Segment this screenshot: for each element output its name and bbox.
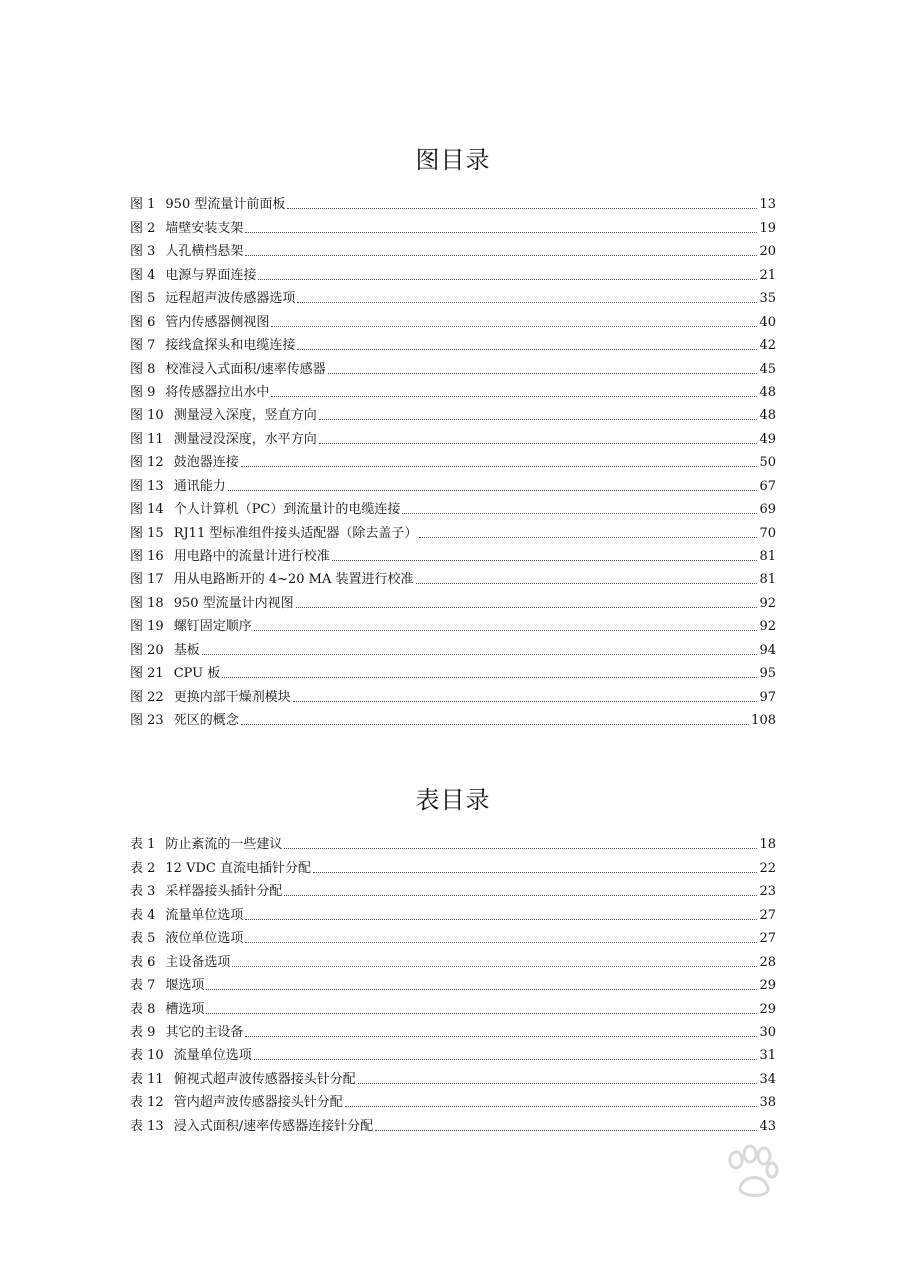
leader-dots xyxy=(297,302,757,303)
entry-page: 69 xyxy=(759,502,776,518)
leader-dots xyxy=(297,349,757,350)
entry-page: 45 xyxy=(759,361,776,377)
entry-title: 鼓泡器连接 xyxy=(173,455,239,471)
leader-dots xyxy=(419,537,757,538)
table-list xyxy=(130,830,776,1135)
entry-number: 表 2 xyxy=(130,860,156,876)
entry-title: 液位单位选项 xyxy=(165,931,244,947)
leader-dots xyxy=(245,1036,757,1037)
figure-entry xyxy=(130,471,776,494)
entry-number: 图 10 xyxy=(130,408,164,424)
entry-page: 95 xyxy=(759,666,776,682)
entry-page: 43 xyxy=(759,1118,776,1134)
figure-list xyxy=(130,190,776,729)
table-list-heading: 表目录 xyxy=(415,786,491,814)
entry-page: 67 xyxy=(759,478,776,494)
entry-title: 人孔横档悬架 xyxy=(165,244,244,260)
entry-page: 29 xyxy=(759,1001,776,1017)
baidu-paw-logo xyxy=(648,1140,868,1210)
figure-entry xyxy=(130,495,776,518)
entry-title: 测量浸入深度，竖直方向 xyxy=(173,408,317,424)
leader-dots xyxy=(222,677,757,678)
entry-page: 50 xyxy=(759,455,776,471)
figure-entry xyxy=(130,190,776,213)
entry-title: 墙壁安装支架 xyxy=(165,220,244,236)
entry-page: 48 xyxy=(759,384,776,400)
entry-page: 18 xyxy=(759,837,776,853)
leader-dots xyxy=(202,654,758,655)
figure-entry xyxy=(130,588,776,611)
entry-title: CPU 板 xyxy=(173,666,221,682)
leader-dots xyxy=(332,560,758,561)
entry-number: 图 3 xyxy=(130,244,156,260)
entry-title: 浸入式面积/速率传感器连接针分配 xyxy=(173,1118,374,1134)
entry-page: 27 xyxy=(759,907,776,923)
entry-page: 92 xyxy=(759,619,776,635)
entry-number: 图 8 xyxy=(130,361,156,377)
table-entry xyxy=(130,1088,776,1111)
entry-page: 13 xyxy=(759,197,776,213)
leader-dots xyxy=(254,1059,758,1060)
figure-list-heading: 图目录 xyxy=(415,146,491,174)
figure-entry xyxy=(130,659,776,682)
entry-number: 图 11 xyxy=(130,431,164,447)
entry-page: 97 xyxy=(759,689,776,705)
entry-title: 更换内部干燥剂模块 xyxy=(173,689,291,705)
entry-number: 图 23 xyxy=(130,713,164,729)
leader-dots xyxy=(416,583,758,584)
entry-title: 管内传感器侧视图 xyxy=(165,314,270,330)
leader-dots xyxy=(245,919,757,920)
leader-dots xyxy=(228,490,758,491)
figure-entry xyxy=(130,307,776,330)
table-entry xyxy=(130,971,776,994)
entry-title: 槽选项 xyxy=(165,1001,205,1017)
leader-dots xyxy=(402,513,757,514)
figure-entry xyxy=(130,260,776,283)
table-entry xyxy=(130,1064,776,1087)
entry-page: 35 xyxy=(759,291,776,307)
entry-number: 表 7 xyxy=(130,978,156,994)
figure-entry xyxy=(130,213,776,236)
entry-number: 图 4 xyxy=(130,267,156,283)
entry-title: 基板 xyxy=(173,642,200,658)
leader-dots xyxy=(258,279,757,280)
entry-title: 用电路中的流量计进行校准 xyxy=(173,549,330,564)
leader-dots xyxy=(293,701,758,702)
entry-number: 表 4 xyxy=(130,907,156,923)
entry-page: 20 xyxy=(759,244,776,260)
leader-dots xyxy=(296,607,758,608)
entry-page: 22 xyxy=(759,860,776,876)
entry-title: 远程超声波传感器选项 xyxy=(165,291,296,307)
entry-page: 40 xyxy=(759,314,776,330)
table-entry xyxy=(130,830,776,853)
leader-dots xyxy=(271,326,757,327)
leader-dots xyxy=(206,989,757,990)
figure-entry xyxy=(130,706,776,729)
entry-title: 采样器接头插针分配 xyxy=(165,884,283,900)
entry-title: 流量单位选项 xyxy=(173,1048,252,1064)
entry-title: 死区的概念 xyxy=(173,713,239,729)
figure-entry xyxy=(130,448,776,471)
figure-entry xyxy=(130,424,776,447)
entry-number: 图 12 xyxy=(130,455,164,471)
entry-title: 950 型流量计前面板 xyxy=(165,197,286,213)
leader-dots xyxy=(245,255,757,256)
entry-number: 图 21 xyxy=(130,666,164,682)
entry-title: 俯视式超声波传感器接头针分配 xyxy=(173,1071,356,1087)
entry-page: 29 xyxy=(759,978,776,994)
entry-page: 70 xyxy=(759,525,776,541)
leader-dots xyxy=(245,942,757,943)
table-entry xyxy=(130,1041,776,1064)
leader-dots xyxy=(232,966,757,967)
entry-page: 49 xyxy=(759,431,776,447)
leader-dots xyxy=(271,396,757,397)
entry-number: 图 18 xyxy=(130,595,164,611)
entry-title: 流量单位选项 xyxy=(165,907,244,923)
figure-entry xyxy=(130,635,776,658)
entry-page: 94 xyxy=(759,642,776,658)
entry-number: 表 3 xyxy=(130,884,156,900)
entry-page: 38 xyxy=(759,1095,776,1111)
entry-number: 图 5 xyxy=(130,291,156,307)
entry-number: 表 12 xyxy=(130,1095,164,1111)
figure-entry xyxy=(130,354,776,377)
entry-number: 表 8 xyxy=(130,1001,156,1017)
entry-page: 81 xyxy=(759,572,776,588)
entry-title: 堰选项 xyxy=(165,978,205,994)
figure-entry xyxy=(130,518,776,541)
entry-title: 将传感器拉出水中 xyxy=(165,384,270,400)
figure-entry xyxy=(130,565,776,588)
figure-entry xyxy=(130,378,776,401)
entry-number: 图 14 xyxy=(130,502,164,518)
table-entry xyxy=(130,924,776,947)
entry-number: 图 13 xyxy=(130,478,164,494)
leader-dots xyxy=(284,895,757,896)
entry-title: 管内超声波传感器接头针分配 xyxy=(173,1095,343,1111)
entry-number: 表 9 xyxy=(130,1024,156,1040)
entry-page: 48 xyxy=(759,408,776,424)
table-entry xyxy=(130,1018,776,1041)
entry-title: 950 型流量计内视图 xyxy=(173,595,294,611)
figure-entry xyxy=(130,612,776,635)
figure-entry xyxy=(130,542,776,565)
entry-title: 防止紊流的一些建议 xyxy=(165,837,283,853)
leader-dots xyxy=(313,872,757,873)
entry-page: 28 xyxy=(759,954,776,970)
entry-page: 31 xyxy=(759,1048,776,1064)
entry-page: 23 xyxy=(759,884,776,900)
entry-title: 校准浸入式面积/速率传感器 xyxy=(165,361,326,377)
entry-number: 表 5 xyxy=(130,931,156,947)
figure-entry xyxy=(130,401,776,424)
entry-page: 42 xyxy=(759,338,776,354)
entry-number: 图 20 xyxy=(130,642,164,658)
entry-title: 接线盒探头和电缆连接 xyxy=(165,338,296,354)
table-entry xyxy=(130,900,776,923)
entry-page: 30 xyxy=(759,1024,776,1040)
figure-entry xyxy=(130,331,776,354)
entry-page: 92 xyxy=(759,595,776,611)
entry-number: 图 1 xyxy=(130,197,156,213)
entry-number: 图 22 xyxy=(130,689,164,705)
table-entry xyxy=(130,947,776,970)
entry-number: 表 1 xyxy=(130,837,156,853)
entry-page: 108 xyxy=(751,713,776,729)
figure-entry xyxy=(130,284,776,307)
entry-number: 图 19 xyxy=(130,619,164,635)
entry-number: 图 9 xyxy=(130,384,156,400)
leader-dots xyxy=(254,630,758,631)
entry-title: 螺钉固定顺序 xyxy=(173,619,252,635)
entry-title: 12 VDC 直流电插针分配 xyxy=(165,860,311,876)
entry-page: 34 xyxy=(759,1071,776,1087)
leader-dots xyxy=(206,1013,757,1014)
entry-title: 其它的主设备 xyxy=(165,1024,244,1040)
leader-dots xyxy=(319,419,758,420)
entry-number: 表 6 xyxy=(130,954,156,970)
entry-number: 图 2 xyxy=(130,220,156,236)
table-entry xyxy=(130,1111,776,1134)
entry-title: 通讯能力 xyxy=(173,478,226,494)
entry-number: 表 13 xyxy=(130,1118,164,1134)
entry-title: 主设备选项 xyxy=(165,954,231,970)
entry-number: 图 16 xyxy=(130,549,164,564)
leader-dots xyxy=(287,208,757,209)
entry-page: 19 xyxy=(759,220,776,236)
entry-number: 图 7 xyxy=(130,338,156,354)
leader-dots xyxy=(245,232,757,233)
figure-entry xyxy=(130,682,776,705)
table-entry xyxy=(130,877,776,900)
entry-number: 图 15 xyxy=(130,525,164,541)
entry-title: 用从电路断开的 4~20 MA 装置进行校准 xyxy=(173,572,414,588)
entry-number: 表 11 xyxy=(130,1071,164,1087)
leader-dots xyxy=(328,373,758,374)
entry-number: 图 6 xyxy=(130,314,156,330)
leader-dots xyxy=(358,1083,758,1084)
table-entry xyxy=(130,853,776,876)
entry-number: 表 10 xyxy=(130,1048,164,1064)
entry-page: 27 xyxy=(759,931,776,947)
entry-title: 测量浸没深度，水平方向 xyxy=(173,431,317,447)
leader-dots xyxy=(375,1130,757,1131)
leader-dots xyxy=(241,724,749,725)
entry-page: 81 xyxy=(759,549,776,564)
leader-dots xyxy=(319,443,758,444)
leader-dots xyxy=(284,848,757,849)
table-entry xyxy=(130,994,776,1017)
figure-entry xyxy=(130,237,776,260)
entry-title: 个人计算机（PC）到流量计的电缆连接 xyxy=(173,502,401,518)
entry-title: RJ11 型标准组件接头适配器（除去盖子） xyxy=(173,525,418,541)
entry-number: 图 17 xyxy=(130,572,164,588)
leader-dots xyxy=(241,466,758,467)
leader-dots xyxy=(345,1106,758,1107)
baidu-jingyan-watermark xyxy=(648,1140,868,1250)
entry-page: 21 xyxy=(759,267,776,283)
entry-title: 电源与界面连接 xyxy=(165,267,257,283)
